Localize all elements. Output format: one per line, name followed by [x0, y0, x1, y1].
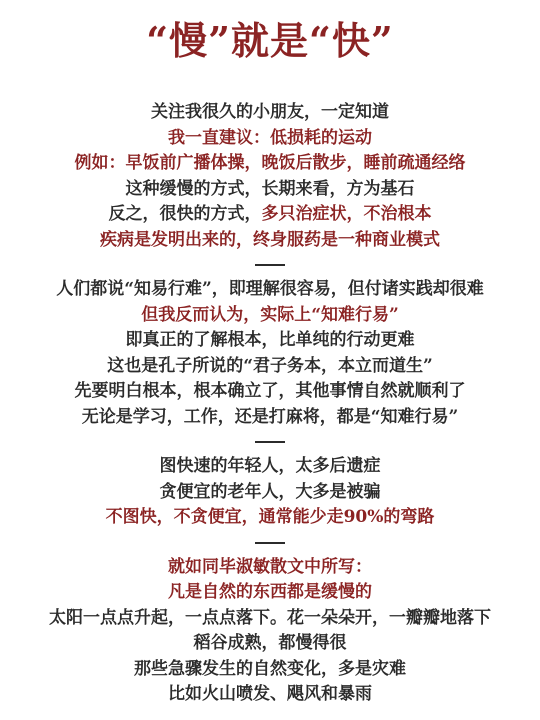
highlight-line: 疾病是发明出来的，终身服药是一种商业模式: [100, 229, 440, 250]
highlight-line: 凡是自然的东西都是缓慢的: [168, 582, 372, 602]
section-1: [0, 100, 540, 253]
text-line: 那些急骤发生的自然变化，多是灾难: [134, 658, 406, 679]
highlight-line: 但我反而认为，实际上“知难行易”: [141, 304, 399, 325]
section-divider: [255, 542, 285, 544]
highlight-line: 我一直建议：低损耗的运动: [168, 127, 372, 148]
text-line: 人们都说“知易行难”，即理解很容易，但付诸实践却很难: [56, 279, 484, 299]
text-line: 图快速的年轻人，太多后遗症: [159, 456, 381, 476]
text-line: 贪便宜的老年人，大多是被骗: [159, 481, 381, 502]
text-line: 无论是学习，工作，还是打麻将，都是“知难行易”: [81, 406, 459, 427]
text-line: 这种缓慢的方式，长期来看，方为基石: [125, 178, 415, 199]
highlight-segment: 多只治症状，不治根本: [261, 204, 432, 224]
highlight-line: 例如：早饭前广播体操，晚饭后散步，睡前疏通经络: [74, 153, 466, 173]
mixed-line: [0, 202, 540, 228]
page-title: “慢”就是“快”: [146, 18, 394, 63]
section-divider: [255, 441, 285, 443]
highlight-line: 不图快，不贪便宜，通常能少走90%的弯路: [105, 507, 435, 527]
highlight-line: 就如同毕淑敏散文中所写：: [168, 556, 372, 577]
section-3: [0, 454, 540, 531]
text-line: 稻谷成熟，都慢得很: [193, 633, 347, 653]
article-body: [0, 100, 540, 708]
text-line: 太阳一点点升起，一点点落下。花一朵朵开，一瓣瓣地落下: [49, 607, 491, 628]
text-line: 先要明白根本，根本确立了，其他事情自然就顺利了: [74, 381, 466, 401]
section-divider: [255, 264, 285, 266]
text-line: 比如火山喷发、飓风和暴雨: [168, 684, 372, 704]
text-segment: 反之，很快的方式，: [108, 204, 262, 224]
section-2: [0, 277, 540, 430]
section-4: [0, 555, 540, 708]
text-line: 这也是孔子所说的“君子务本，本立而道生”: [107, 355, 433, 376]
text-line: 即真正的了解根本，比单纯的行动更难: [125, 330, 415, 350]
text-line: 关注我很久的小朋友，一定知道: [151, 102, 389, 122]
